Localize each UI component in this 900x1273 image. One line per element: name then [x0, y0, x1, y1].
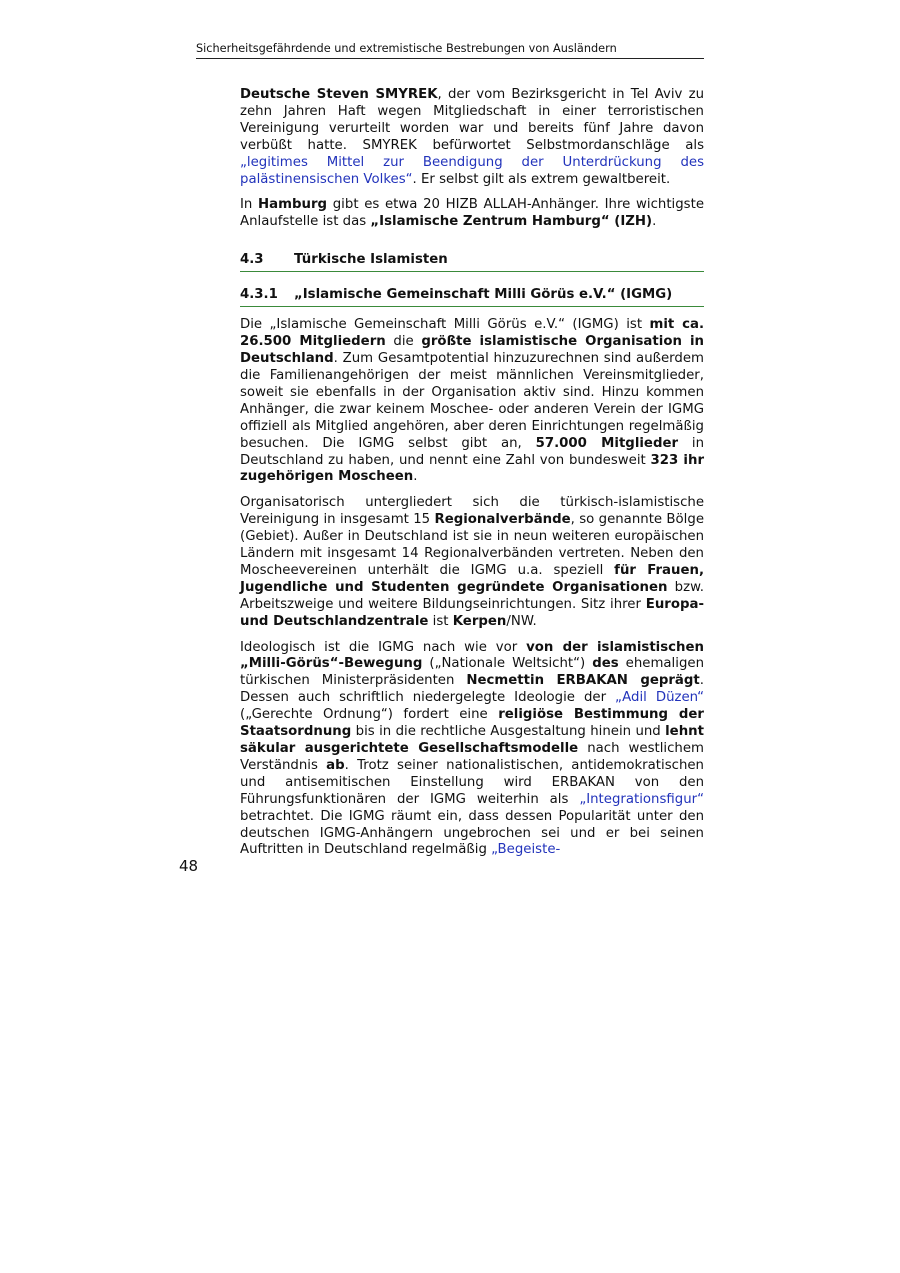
- main-content: [240, 87, 704, 868]
- body-text: . Dessen auch schriftlich niedergelegte Ideologie der: [240, 673, 705, 706]
- page-number: 48: [179, 857, 199, 875]
- body-text: /NW.: [506, 613, 537, 629]
- bold-text: größte islamistische Organisation in Deutschland: [240, 334, 704, 367]
- bold-text: für Frauen, Jugendliche und Studenten gegründete Organisationen: [240, 562, 705, 595]
- body-text: („Gerechte Ordnung“) fordert eine: [240, 707, 499, 723]
- section-title: „Islamische Gemeinschaft Milli Görüs e.V.“ (IGMG): [294, 287, 673, 303]
- bold-text: Deutsche Steven SMYREK: [240, 87, 438, 102]
- quote-link[interactable]: „legitimes Mittel zur Beendigung der Unterdrückung des palästinensischen Volkes“: [240, 154, 704, 187]
- running-head: Sicherheitsgefährdende und extremistische Bestrebungen von Ausländern: [196, 42, 617, 55]
- bold-text: des: [592, 656, 619, 672]
- paragraph-hamburg: [240, 197, 704, 231]
- bold-text: lehnt säkular ausgerichtete Gesellschaftsmodelle: [240, 724, 704, 756]
- section-number: 4.3.1: [240, 287, 278, 303]
- body-text: in Deutschland zu haben, und nennt eine Zahl von bundesweit: [240, 435, 704, 468]
- body-text: , der vom Bezirksgericht in Tel Aviv zu zehn Jahren Haft wegen Mitgliedschaft in einer terroristischen Vereinigung verurteilt worden war und bereits fünf Jahre davon verbüßt hatte. SMYREK befürwortet Selbstmordanschläge als: [240, 87, 704, 153]
- body-text: bis in die rechtliche Ausgestaltung hinein und: [351, 724, 666, 740]
- body-text: , so genannte Bölge (Gebiet). Außer in Deutschland ist sie in neun weiteren europäischen Ländern mit insgesamt 14 Regionalverbänden vertreten. Neben den Moscheevereinen unterhält die IGMG u.a. speziell: [240, 512, 704, 578]
- bold-text: 57.000 Mitglieder: [535, 435, 679, 451]
- body-text: ehemaligen türkischen Ministerpräsidenten: [240, 656, 704, 689]
- body-text: nach westlichem Verständnis: [240, 741, 704, 773]
- section-heading-4-3: [240, 252, 704, 272]
- header-rule: [196, 58, 704, 59]
- bold-text: Kerpen: [452, 613, 507, 629]
- body-text: .: [652, 214, 657, 230]
- paragraph-igmg-members: [240, 317, 704, 486]
- body-text: Die „Islamische Gemeinschaft Milli Görüs e.V.“ (IGMG) ist: [240, 317, 650, 333]
- body-text: .: [413, 469, 418, 485]
- bold-text: ab: [326, 757, 345, 773]
- paragraph-smyrek: [240, 87, 704, 188]
- bold-text: mit ca. 26.500 Mitgliedern: [240, 317, 704, 350]
- body-text: Organisatorisch untergliedert sich die türkisch-islamistische Vereinigung in insgesamt 15: [240, 495, 704, 528]
- quote-link[interactable]: „Integrationsfigur“: [579, 791, 704, 807]
- body-text: betrachtet. Die IGMG räumt ein, dass dessen Popularität unter den deutschen IGMG-Anhängern ungebrochen sei und er bei seinen Auftritten in Deutschland regelmäßig: [240, 808, 704, 858]
- paragraph-organisation: [240, 495, 704, 630]
- body-text: Ideologisch ist die IGMG nach wie vor: [240, 639, 527, 655]
- paragraph-ideology: [240, 640, 704, 860]
- bold-text: religiöse Bestimmung der Staatsordnung: [240, 707, 704, 740]
- body-text: die: [385, 334, 422, 350]
- body-text: ist: [428, 613, 453, 629]
- bold-text: Europa- und Deutschlandzentrale: [240, 596, 704, 629]
- bold-text: Regionalverbände: [434, 512, 571, 528]
- body-text: bzw. Arbeitszweige und weitere Bildungseinrichtungen. Sitz ihrer: [240, 579, 704, 612]
- body-text: In: [240, 197, 259, 213]
- quote-link[interactable]: „Begeiste-: [491, 842, 561, 858]
- body-text: . Trotz seiner nationalistischen, antidemokratischen und antisemitischen Einstellung wird ERBAKAN von den Führungsfunktionären der IGMG weiterhin als: [240, 757, 704, 807]
- section-title: Türkische Islamisten: [294, 252, 448, 268]
- quote-link[interactable]: „Adil Düzen“: [615, 690, 705, 706]
- section-heading-4-3-1: [240, 287, 704, 307]
- bold-text: von der islamistischen „Milli-Görüs“-Bewegung: [240, 639, 704, 672]
- body-text: . Er selbst gilt als extrem gewaltbereit.: [412, 171, 671, 187]
- body-text: gibt es etwa 20 HIZB ALLAH-Anhänger. Ihre wichtigste Anlaufstelle ist das: [240, 197, 704, 230]
- body-text: . Zum Gesamtpotential hinzuzurechnen sind außerdem die Familienangehörigen der meist männlichen Vereinsmitglieder, soweit sie ebenfalls in der Organisation aktiv sind. Hinzu kommen Anhänger, die zwar keinem Moschee- oder anderen Verein der IGMG offiziell als Mitglied angehören, aber deren Einrichtungen regelmäßig besuchen. Die IGMG selbst gibt an,: [240, 351, 704, 451]
- bold-text: Necmettin ERBAKAN geprägt: [466, 673, 700, 689]
- section-number: 4.3: [240, 252, 264, 268]
- body-text: („Nationale Weltsicht“): [422, 656, 593, 672]
- bold-text: 323 ihr zugehörigen Moscheen: [240, 452, 705, 485]
- bold-text: Hamburg: [258, 197, 328, 213]
- bold-text: „Islamische Zentrum Hamburg“ (IZH): [370, 214, 653, 230]
